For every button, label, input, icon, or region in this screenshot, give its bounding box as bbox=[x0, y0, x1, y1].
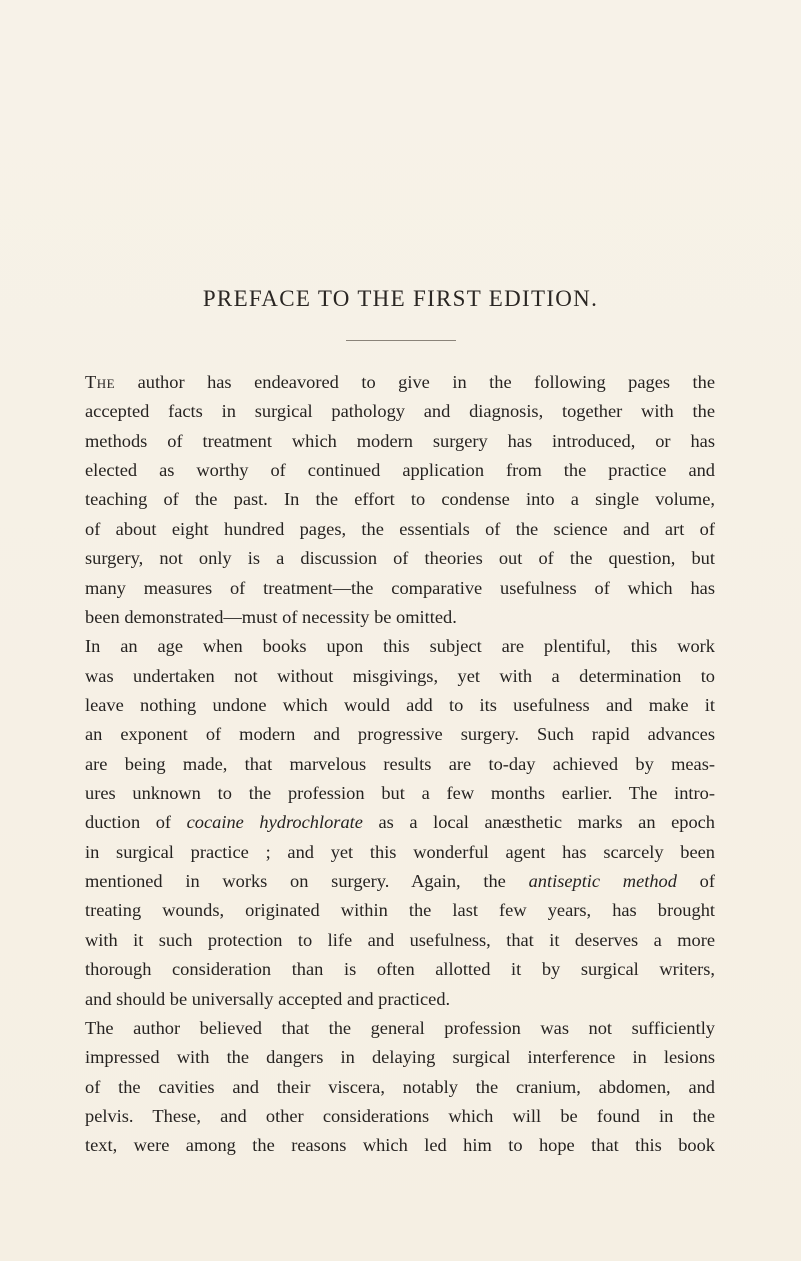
text-line: duction of cocaine hydrochlorate as a local anæsthetic marks an epoch bbox=[85, 812, 715, 833]
text-line: leave nothing undone which would add to its usefulness and make it bbox=[85, 694, 715, 715]
text-line: mentioned in works on surgery. Again, the antiseptic method of bbox=[85, 871, 715, 892]
text-line: with it such protection to life and usefulness, that it deserves a more bbox=[85, 929, 715, 950]
text-line: thorough consideration than is often allotted it by surgical writers, bbox=[85, 959, 715, 980]
text-line: ures unknown to the profession but a few months earlier. The intro- bbox=[85, 783, 715, 804]
text-line: of the cavities and their viscera, notably the cranium, abdomen, and bbox=[85, 1076, 715, 1097]
text-line: in surgical practice ; and yet this wonderful agent has scarcely been bbox=[85, 841, 715, 862]
text-line: and should be universally accepted and practiced. bbox=[85, 988, 451, 1009]
text-line: an exponent of modern and progressive surgery. Such rapid advances bbox=[85, 724, 715, 745]
text-line: accepted facts in surgical pathology and diagnosis, together with the bbox=[85, 401, 715, 422]
italic-term: antiseptic method bbox=[528, 871, 677, 892]
text-line: teaching of the past. In the effort to condense into a single volume, bbox=[85, 489, 715, 510]
text-line: been demonstrated—must of necessity be omitted. bbox=[85, 606, 457, 627]
preface-text bbox=[85, 368, 715, 1161]
page-title: PREFACE TO THE FIRST EDITION. bbox=[202, 286, 599, 311]
text-line: methods of treatment which modern surgery has introduced, or has bbox=[85, 430, 715, 451]
text-line: The author has endeavored to give in the following pages the bbox=[85, 372, 715, 392]
drop-word: The bbox=[85, 372, 116, 392]
title-divider bbox=[346, 340, 456, 341]
text-line: many measures of treatment—the comparative usefulness of which has bbox=[85, 577, 715, 598]
text-line: treating wounds, originated within the last few years, has brought bbox=[85, 900, 715, 921]
italic-term: cocaine hydrochlorate bbox=[186, 812, 363, 833]
text-line: elected as worthy of continued application from the practice and bbox=[85, 460, 715, 481]
text-line: impressed with the dangers in delaying surgical interference in lesions bbox=[85, 1047, 715, 1068]
text-line: pelvis. These, and other considerations which will be found in the bbox=[85, 1105, 715, 1126]
text-line: The author believed that the general profession was not sufficiently bbox=[85, 1017, 715, 1038]
text-line: was undertaken not without misgivings, yet with a determination to bbox=[85, 665, 715, 686]
text-line: of about eight hundred pages, the essentials of the science and art of bbox=[85, 518, 715, 539]
text-line: In an age when books upon this subject are plentiful, this work bbox=[85, 636, 715, 657]
text-line: text, were among the reasons which led him to hope that this book bbox=[85, 1135, 715, 1156]
text-line: are being made, that marvelous results are to-day achieved by meas- bbox=[85, 753, 715, 774]
text-line: surgery, not only is a discussion of theories out of the question, but bbox=[85, 548, 715, 569]
